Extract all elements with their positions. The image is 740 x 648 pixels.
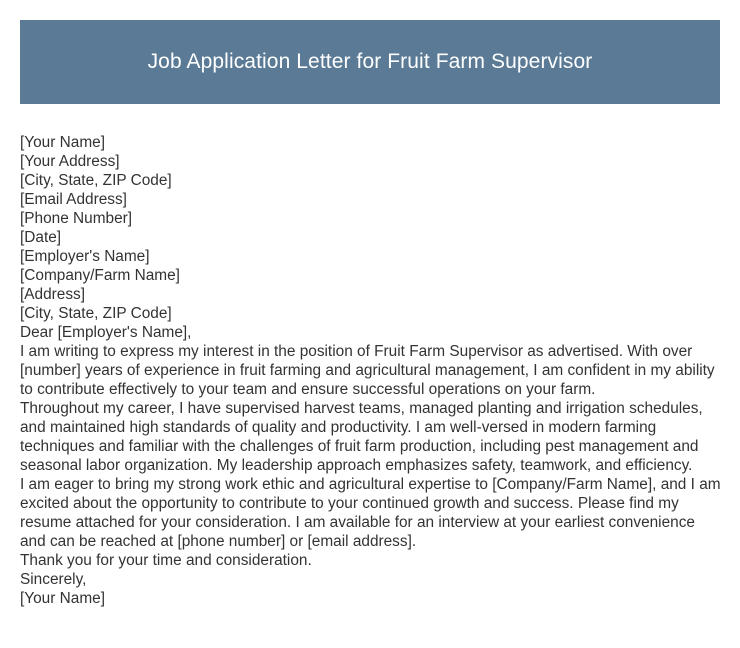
letter-date: [Date] [20, 229, 62, 246]
header-banner [20, 20, 720, 104]
intro-paragraph: I am writing to express my interest in the position of Fruit Farm Supervisor as advertised. With over [number] years of experience in fruit farming and agricultural management, I am confident in my ability to contribute effectively to your team and ensure successful operations on your farm. [20, 343, 715, 398]
salutation: Dear [Employer's Name], [20, 324, 192, 341]
sender-email: [Email Address] [20, 191, 127, 208]
sender-city-state-zip: [City, State, ZIP Code] [20, 172, 172, 189]
experience-paragraph: Throughout my career, I have supervised harvest teams, managed planting and irrigation schedules, and maintained high standards of quality and productivity. I am well-versed in modern farming techniques and familiar with the challenges of fruit farm production, including pest management and seasonal labor organization. My leadership approach emphasizes safety, teamwork, and efficiency. [20, 400, 703, 474]
sender-phone: [Phone Number] [20, 210, 133, 227]
interest-paragraph: I am eager to bring my strong work ethic and agricultural expertise to [Company/Farm Name], and I am excited about the opportunity to contribute to your continued growth and success. Please find my resume attached for your consideration. I am available for an interview at your earliest convenience and can be reached at [phone number] or [email address]. [20, 476, 721, 550]
page-title: Job Application Letter for Fruit Farm Supervisor [147, 50, 593, 73]
recipient-city-state-zip: [City, State, ZIP Code] [20, 305, 172, 322]
recipient-company: [Company/Farm Name] [20, 267, 180, 284]
sender-name: [Your Name] [20, 134, 105, 151]
thanks-paragraph: Thank you for your time and consideration. [20, 552, 312, 569]
letter-body [20, 133, 722, 608]
signature: [Your Name] [20, 590, 105, 607]
recipient-name: [Employer's Name] [20, 248, 150, 265]
recipient-address: [Address] [20, 286, 86, 303]
closing: Sincerely, [20, 571, 87, 588]
sender-address: [Your Address] [20, 153, 120, 170]
